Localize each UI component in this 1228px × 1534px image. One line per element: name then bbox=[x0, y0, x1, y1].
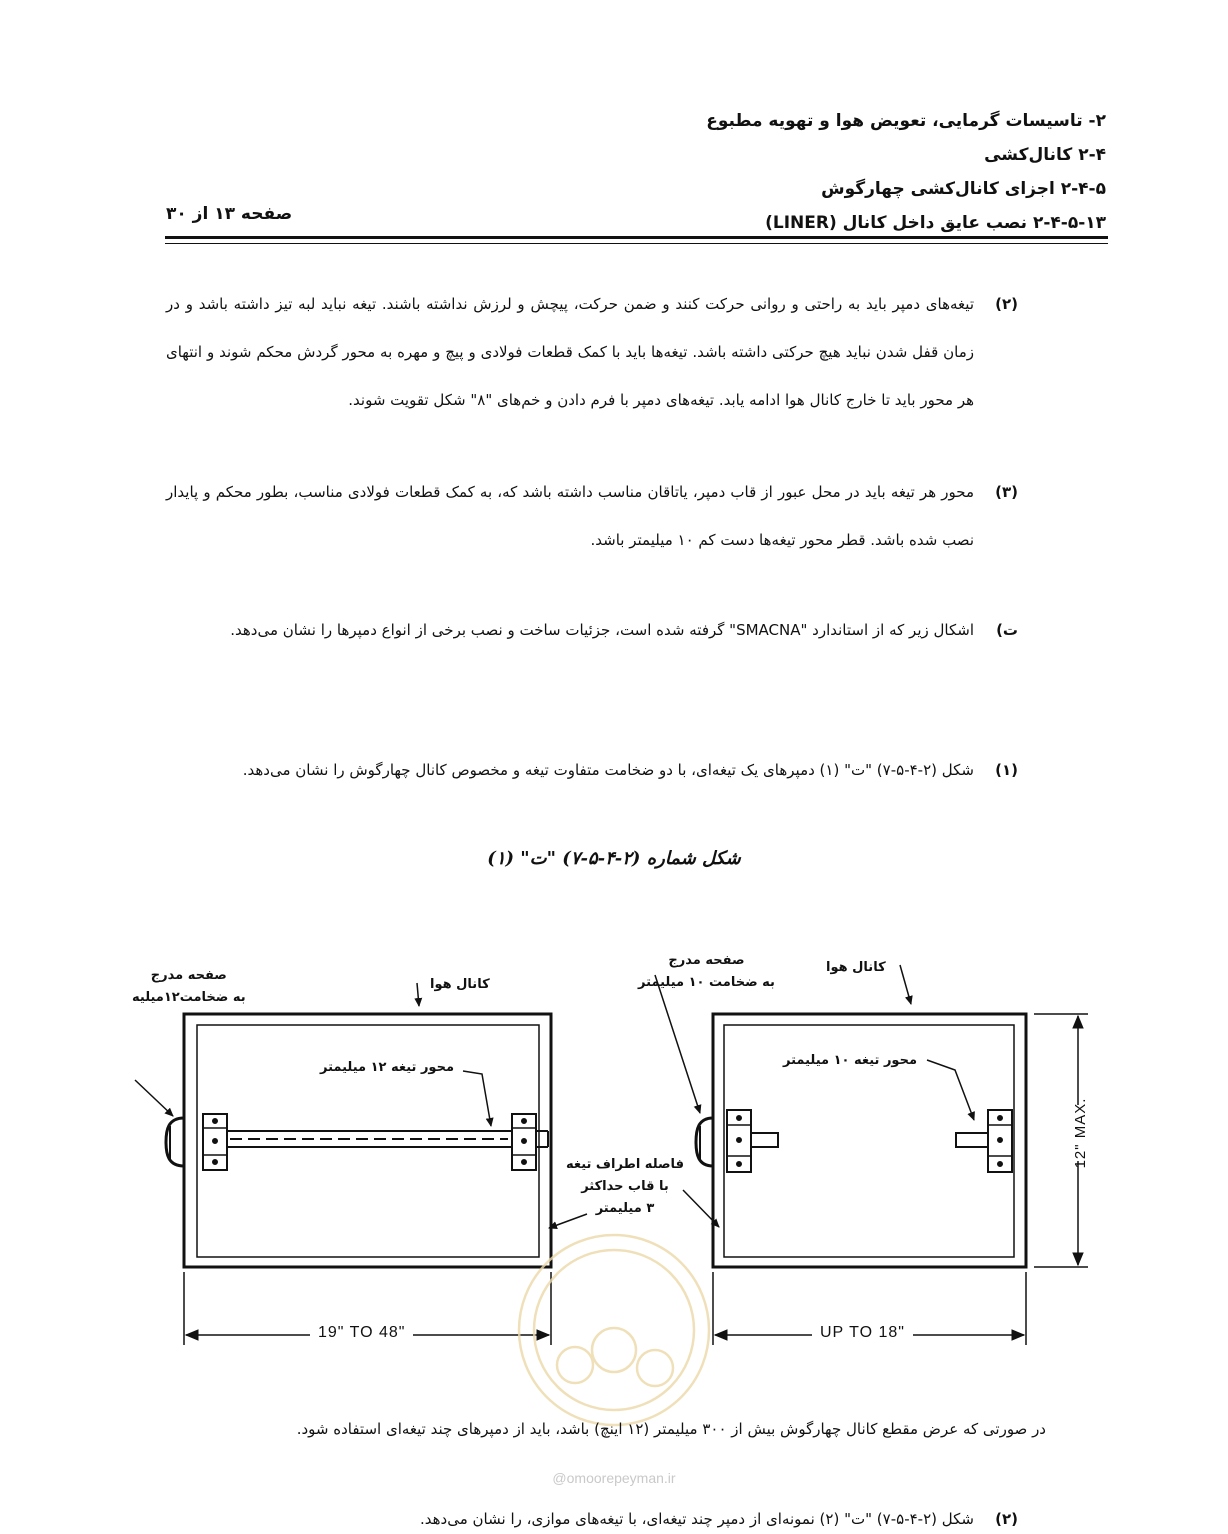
paragraph-number: ت) bbox=[996, 621, 1018, 639]
left-shaft-label: محور تیغه ۱۲ میلیمتر bbox=[320, 1060, 454, 1075]
paragraph-text: شکل (۲-۴-۵-۷) "ت" (۲) نمونه‌ای از دمپر چند تیغه‌ای، با تیغه‌های موازی، را نشان می‌دهد. bbox=[420, 1510, 974, 1528]
right-shaft-label: محور تیغه ۱۰ میلیمتر bbox=[783, 1053, 917, 1068]
left-quadrant-plate-label: صفحه مدرج به ضخامت۱۲میلیه bbox=[132, 968, 246, 1005]
header-line-subsection: ۲-۴-۵ اجزای کانال‌کشی چهارگوش bbox=[821, 179, 1106, 199]
page-number: صفحه ۱۳ از ۳۰ bbox=[166, 204, 293, 224]
blade-clearance-label: فاصله اطراف تیغه با قاب حداکثر ۳ میلیمتر bbox=[566, 1157, 684, 1216]
left-damper bbox=[135, 983, 551, 1345]
header-line-topic: ۲-۴-۵-۱۳ نصب عایق داخل کانال (LINER) bbox=[765, 213, 1106, 233]
multi-blade-note: در صورتی که عرض مقطع کانال چهارگوش بیش از ۳۰۰ میلیمتر (۱۲ اینچ) باشد، باید از دمپرهای چند تیغه‌ای استفاده شود. bbox=[296, 1420, 1046, 1438]
right-height-dimension: 12" MAX. bbox=[1055, 1105, 1105, 1161]
paragraph-2-multi-blade bbox=[166, 1510, 1018, 1528]
publisher-seal bbox=[519, 1235, 709, 1425]
header-line-section: ۲-۴ کانال‌کشی bbox=[984, 145, 1106, 165]
paragraph-number: (۱) bbox=[995, 761, 1018, 779]
paragraph-number: (۳) bbox=[995, 483, 1018, 501]
paragraph-text: شکل (۲-۴-۵-۷) "ت" (۱) دمپرهای یک تیغه‌ای، با دو ضخامت متفاوت تیغه و مخصوص کانال چهارگوش را نشان می‌دهد. bbox=[242, 761, 974, 779]
right-width-dimension: UP TO 18" bbox=[812, 1324, 913, 1342]
left-width-dimension: 19" TO 48" bbox=[310, 1324, 413, 1342]
right-quadrant-plate-label: صفحه مدرج به ضخامت ۱۰ میلیمتر bbox=[638, 953, 775, 990]
right-duct-label: کانال هوا bbox=[826, 960, 886, 975]
right-damper bbox=[655, 965, 1088, 1345]
paragraph-text: اشکال زیر که از استاندارد "SMACNA" گرفته شده است، جزئیات ساخت و نصب برخی از انواع دمپرها را نشان می‌دهد. bbox=[230, 621, 974, 639]
paragraph-text: تیغه‌های دمپر باید به راحتی و روانی حرکت کنند و ضمن حرکت، پیچش و لرزش نداشته باشند. تیغه نباید لبه تیز داشته باشد و در زمان قفل شدن نباید هیچ حرکتی داشته باشد. تیغه‌ها باید با کمک قطعات فولادی و پیچ و مهره به محور گردش محکم شوند و انتهای هر محور باید تا خارج کانال هوا ادامه یابد. تیغه‌های دمپر با فرم دادن و خم‌های "۸" شکل تقویت شوند. bbox=[166, 295, 974, 409]
left-duct-label: کانال هوا bbox=[430, 977, 490, 992]
left-duct-outer bbox=[184, 1014, 551, 1267]
paragraph-number: (۲) bbox=[995, 1510, 1018, 1528]
paragraph-text: محور هر تیغه باید در محل عبور از قاب دمپر، یاتاقان مناسب داشته باشد که، به کمک قطعات فولادی مناسب، بطور محکم و پایدار نصب شده باشد. قطر محور تیغه‌ها دست کم ۱۰ میلیمتر باشد. bbox=[166, 483, 974, 549]
figure-caption: شکل شماره (۲-۴-۵-۷) "ت" (۱) bbox=[487, 848, 741, 869]
paragraph-number: (۲) bbox=[995, 295, 1018, 313]
site-watermark: @omoorepeyman.ir bbox=[552, 1470, 676, 1486]
header-line-chapter: ۲- تاسیسات گرمایی، تعویض هوا و تهویه مطبوع bbox=[706, 111, 1106, 131]
